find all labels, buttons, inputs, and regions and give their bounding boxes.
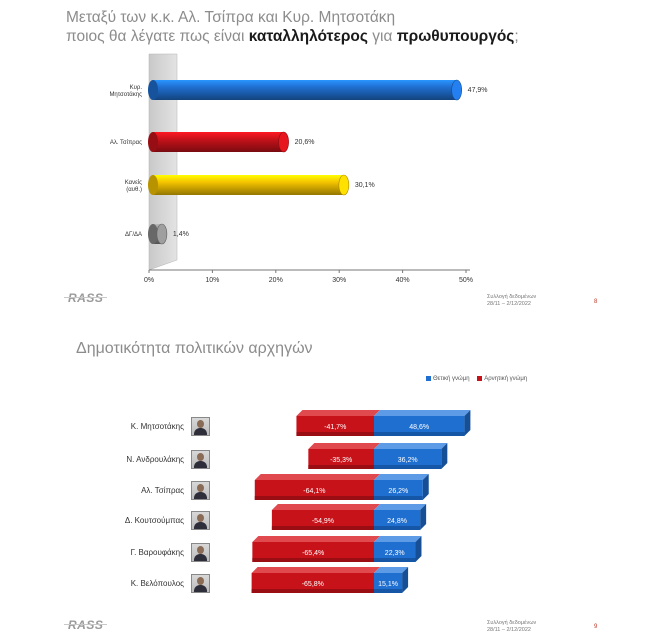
chart1-category-label: Κανείς (αυθ.) [124,180,142,193]
chart1-title-segment: για [367,28,397,45]
chart2-positive-label: 48,6% [409,424,430,431]
chart2-negative-label: -65,8% [301,581,324,588]
chart1-bar [148,175,349,195]
leader-name: Ν. Ανδρουλάκης [126,455,184,464]
chart1-category-label: Αλ. Τσίπρας [109,140,142,146]
chart2-bar-positive [374,410,470,436]
fieldwork-dates: 28/11 – 2/12/2022 [487,301,531,307]
fieldwork-dates: 28/11 – 2/12/2022 [487,627,531,633]
chart1-value-label: 20,6% [294,139,315,146]
chart2-bar-negative [255,474,380,500]
fieldwork-info [487,294,536,308]
leader-name: Κ. Μητσοτάκης [130,422,184,431]
pollster-logo: RASS [68,618,104,632]
chart1-title-segment: πρωθυπουργός [396,28,515,45]
chart2-positive-label: 24,8% [387,518,407,525]
fieldwork-label: Συλλογή δεδομένων [487,294,537,300]
chart2-positive-label: 22,3% [384,550,405,557]
chart2-bar-positive [374,567,408,593]
pollster-logo: RASS [68,291,104,305]
chart1-x-tick-label: 10% [205,277,220,284]
chart1-value-label: 47,9% [467,87,488,94]
chart1-title-segment: καταλληλότερος [248,28,368,45]
chart2-bar-negative [308,443,380,469]
slide-preferred-pm [0,0,650,318]
chart2-bar-negative [252,536,380,562]
chart1-value-label: 30,1% [354,182,375,189]
chart2-title: Δημοτικότητα πολιτικών αρχηγών [76,340,313,357]
chart2-positive-label: 36,2% [397,457,418,464]
chart2-bar-positive [374,443,447,469]
chart1-bar [148,80,462,100]
chart1-plot [0,38,650,318]
legend-negative: Αρνητική γνώμη [484,376,528,383]
chart2-bar-positive [374,536,421,562]
chart2-negative-label: -65,4% [302,550,325,557]
chart2-negative-label: -64,1% [303,488,326,495]
chart2-plot [0,322,650,642]
chart1-title-segment: Μεταξύ των κ.κ. Αλ. Τσίπρα και Κυρ. Μητσοτάκη [66,9,396,26]
fieldwork-label: Συλλογή δεδομένων [487,620,537,626]
chart2-positive-label: 15,1% [378,581,398,588]
page-number: 8 [594,299,598,305]
chart2-negative-label: -54,9% [311,518,335,525]
chart2-bar-negative [252,567,380,593]
chart1-bar [148,132,289,152]
chart2-negative-label: -35,3% [330,457,353,464]
chart1-x-tick-label: 20% [268,277,283,284]
chart1-x-tick-label: 0% [143,277,155,284]
chart2-bar-negative [296,410,380,436]
leader-name: Γ. Βαρουφάκης [130,548,184,557]
chart1-title-segment: ποιος θα λέγατε πως είναι [66,28,249,45]
chart2-negative-label: -41,7% [324,424,347,431]
legend-positive: Θετική γνώμη [433,376,470,383]
page-number: 9 [594,624,598,630]
chart1-x-tick-label: 40% [395,277,410,284]
chart2-bar-positive [374,504,426,530]
leader-name: Αλ. Τσίπρας [141,486,184,495]
chart1-x-tick-label: 30% [332,277,347,284]
fieldwork-info [487,620,536,634]
leader-name: Κ. Βελόπουλος [130,579,184,588]
leader-name: Δ. Κουτσούμπας [124,516,184,525]
chart1-title-segment: ; [514,28,519,45]
chart1-category-label: Κυρ. Μητσοτάκης [109,85,142,98]
chart1-bar [148,224,167,244]
chart2-bar-negative [272,504,380,530]
slide-leader-popularity [0,322,650,642]
chart1-title-line-1 [66,8,519,27]
chart1-value-label: 1,4% [172,231,189,238]
chart2-bar-positive [374,474,429,500]
chart1-category-label: ΔΓ/ΔΑ [125,232,142,238]
chart2-positive-label: 26,2% [388,488,409,495]
chart1-x-tick-label: 50% [458,277,474,284]
